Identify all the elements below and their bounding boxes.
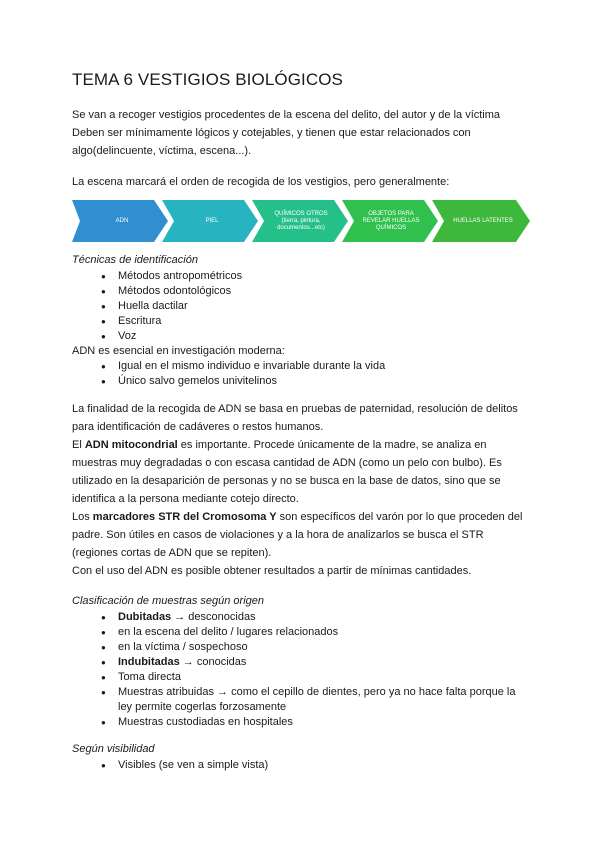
indubitadas-rest: → conocidas bbox=[179, 656, 247, 668]
list-item: ● Único salvo gemelos univitelinos bbox=[72, 374, 534, 389]
list-item: ● Muestras custodiadas en hospitales bbox=[72, 715, 534, 730]
tecnicas-section bbox=[72, 251, 534, 389]
list-item: ● Métodos odontológicos bbox=[72, 284, 534, 299]
list-item: ● en la escena del delito / lugares relacionados bbox=[72, 625, 534, 640]
visibilidad-list bbox=[72, 758, 534, 773]
list-item: ● Voz bbox=[72, 329, 534, 344]
page-title: TEMA 6 VESTIGIOS BIOLÓGICOS bbox=[72, 70, 343, 89]
mito-line: utilizado en la desaparición de personas y no se busca en la base de datos, sino que se bbox=[72, 475, 501, 487]
mito-post: es importante. Procede únicamente de la madre, se analiza en bbox=[177, 439, 487, 451]
mito-line: muestras muy degradadas o con escasa cantidad de ADN (como un pelo con bulbo). Es bbox=[72, 457, 502, 469]
dubitadas-rest: → desconocidas bbox=[171, 611, 256, 623]
clasificacion-heading: Clasificación de muestras según origen bbox=[72, 595, 264, 607]
indubitadas-bold: Indubitadas bbox=[118, 656, 180, 668]
list-item: ● Visibles (se ven a simple vista) bbox=[72, 758, 534, 773]
clasificacion-list bbox=[72, 610, 534, 700]
list-item: ● Métodos antropométricos bbox=[72, 269, 534, 284]
tecnicas-list bbox=[72, 269, 534, 344]
list-item bbox=[72, 655, 534, 670]
list-item: ● Igual en el mismo individuo e invariable durante la vida bbox=[72, 359, 534, 374]
visibilidad-heading: Según visibilidad bbox=[72, 743, 155, 755]
str-bold: marcadores STR del Cromosoma Y bbox=[92, 511, 277, 523]
intro-paragraph bbox=[72, 106, 534, 160]
cantidades-text: Con el uso del ADN es posible obtener resultados a partir de mínimas cantidades. bbox=[72, 565, 472, 577]
intro-line: algo(delincuente, víctima, escena...). bbox=[72, 145, 252, 157]
list-item: ● Huella dactilar bbox=[72, 299, 534, 314]
visibilidad-section bbox=[72, 740, 534, 773]
chevron-label-2: PIEL bbox=[205, 217, 219, 224]
adn-section bbox=[72, 400, 534, 580]
finalidad-line: La finalidad de la recogida de ADN se basa en pruebas de paternidad, resolución de delitos bbox=[72, 403, 518, 415]
mito-pre: El bbox=[72, 439, 85, 451]
str-line: (regiones cortas de ADN que se repiten). bbox=[72, 547, 272, 559]
chevron-label-3: QUÍMICOS OTROS (tierra, pintura, documentos...etc) bbox=[274, 210, 328, 231]
str-pre: Los bbox=[72, 511, 93, 523]
adn-esencial-list bbox=[72, 359, 534, 389]
list-item bbox=[72, 610, 534, 625]
list-item: ● Escritura bbox=[72, 314, 534, 329]
finalidad-line: para identificación de cadáveres o restos humanos. bbox=[72, 421, 324, 433]
item6-continuation: ley permite cogerlas forzosamente bbox=[118, 701, 287, 713]
intro-line: Se van a recoger vestigios procedentes de la escena del delito, del autor y de la víctima bbox=[72, 109, 501, 121]
str-line: padre. Son útiles en casos de violaciones y a la hora de analizarlos se busca el STR bbox=[72, 529, 484, 541]
collection-order-diagram bbox=[72, 200, 530, 242]
list-item bbox=[72, 685, 534, 700]
order-paragraph bbox=[72, 173, 534, 191]
item6-line-a: Muestras atribuidas → como el cepillo de dientes, pero ya no hace falta porque la bbox=[118, 686, 516, 698]
adn-esencial-text: ADN es esencial en investigación moderna: bbox=[72, 345, 285, 357]
str-first-line bbox=[72, 508, 534, 526]
clasificacion-list-tail bbox=[72, 715, 534, 730]
order-text: La escena marcará el orden de recogida de los vestigios, pero generalmente: bbox=[72, 176, 450, 188]
mito-line: identifica a la persona mediante cotejo directo. bbox=[72, 493, 299, 505]
mito-first-line bbox=[72, 436, 534, 454]
list-item: ● Toma directa bbox=[72, 670, 534, 685]
dubitadas-bold: Dubitadas bbox=[118, 611, 172, 623]
intro-line: Deben ser mínimamente lógicos y cotejables, y tienen que estar relacionados con bbox=[72, 127, 471, 139]
clasificacion-section bbox=[72, 592, 534, 730]
mito-bold: ADN mitocondrial bbox=[84, 439, 178, 451]
chevron-label-5: HUELLAS LATENTES bbox=[453, 217, 513, 224]
chevron-label-1: ADN bbox=[115, 217, 129, 224]
chevron-label-4: OBJETOS PARA REVELAR HUELLAS QUÍMICOS bbox=[362, 210, 420, 231]
str-post: son específicos del varón por lo que proceden del bbox=[276, 511, 523, 523]
tecnicas-heading: Técnicas de identificación bbox=[72, 254, 198, 266]
list-item: ● en la víctima / sospechoso bbox=[72, 640, 534, 655]
